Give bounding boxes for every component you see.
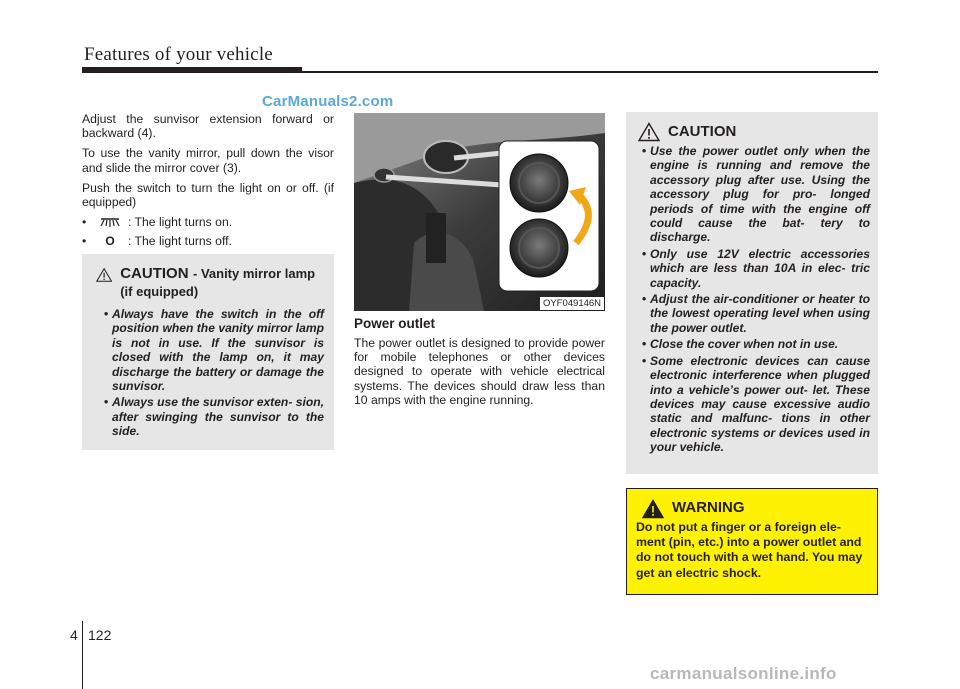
caution-triangle-icon bbox=[638, 122, 660, 142]
chapter-number: 4 bbox=[70, 627, 78, 643]
caution-box-vanity-mirror bbox=[82, 254, 334, 450]
footer-watermark-link[interactable]: carmanualsonline.info bbox=[650, 664, 837, 683]
intro-paragraph-switch: Push the switch to turn the light on or off. (if equipped) bbox=[82, 180, 334, 210]
caution-item: • Only use 12V electric accessories which are less than 10A in elec- tric capacity. bbox=[634, 247, 870, 290]
power-outlet-photo bbox=[354, 113, 605, 311]
lamp-off-symbol: O bbox=[105, 234, 115, 249]
bullet-light-off-text: : The light turns off. bbox=[128, 234, 232, 249]
intro-paragraph-mirror: To use the vanity mirror, pull down the visor and slide the mirror cover (3). bbox=[82, 146, 334, 175]
section-title-power-outlet: Power outlet bbox=[354, 316, 436, 331]
warning-header bbox=[642, 499, 869, 519]
caution-list bbox=[96, 307, 324, 439]
caution-header bbox=[638, 122, 870, 142]
bullet-light-off bbox=[82, 234, 334, 248]
warning-body: Do not put a finger or a foreign ele- ment (pin, etc.) into a power outlet and do not touch with a wet hand. You may get an electric shock. bbox=[636, 520, 863, 580]
bullet-dot: • bbox=[82, 215, 87, 230]
caution-item: • Always use the sunvisor exten- sion, after swinging the sunvisor to the side. bbox=[96, 395, 324, 438]
figure-label: OYF049146N bbox=[540, 297, 604, 310]
bullet-light-on bbox=[82, 215, 334, 229]
caution-title: CAUTION bbox=[120, 265, 189, 282]
bullet-light-on-text: : The light turns on. bbox=[128, 215, 233, 230]
caution-box-power-outlet bbox=[626, 112, 878, 474]
page-header-title: Features of your vehicle bbox=[84, 44, 273, 65]
caution-item: • Always have the switch in the off position when the vanity mirror lamp is not in use. If the sunvisor is closed with the lamp on, it may discharge the battery or damage the sunvisor. bbox=[96, 307, 324, 393]
intro-text-column bbox=[82, 112, 334, 254]
caution-item: • Use the power outlet only when the engine is running and remove the accessory plug after use. Using the accessory plug for pro- longed periods of time with the engine off could cause the bat- tery to discharge. bbox=[634, 144, 870, 245]
bullet-dot: • bbox=[82, 234, 87, 249]
header-rule-thin bbox=[82, 71, 878, 73]
caution-item: • Close the cover when not in use. bbox=[634, 337, 870, 351]
page-number: 122 bbox=[88, 627, 112, 643]
caution-list bbox=[634, 144, 870, 455]
caution-item: • Adjust the air-conditioner or heater to the lowest operating level when using the power outlet. bbox=[634, 292, 870, 335]
footer-divider bbox=[82, 621, 83, 689]
warning-title: WARNING bbox=[672, 499, 745, 516]
caution-title: CAUTION bbox=[668, 123, 737, 140]
warning-box-electric-shock bbox=[626, 488, 878, 595]
warning-triangle-icon bbox=[642, 499, 664, 519]
caution-item: • Some electronic devices can cause electronic interference when plugged into a vehicle’s power out- let. These devices may cause excessive audio static and malfunc- tions in other electronic systems or devices used in your vehicle. bbox=[634, 354, 870, 455]
caution-triangle-icon bbox=[96, 265, 112, 285]
caution-subtitle: - Vanity mirror lamp (if equipped) bbox=[120, 266, 316, 299]
caution-header bbox=[96, 265, 324, 301]
section-body-power-outlet: The power outlet is designed to provide power for mobile telephones or other devices designed to operate with vehicle electrical systems. The devices should draw less than 10 amps with the engine running. bbox=[354, 336, 605, 407]
watermark-link[interactable]: CarManuals2.com bbox=[262, 93, 394, 110]
intro-paragraph-extension: Adjust the sunvisor extension forward or backward (4). bbox=[82, 112, 334, 141]
lamp-on-icon bbox=[92, 216, 128, 228]
